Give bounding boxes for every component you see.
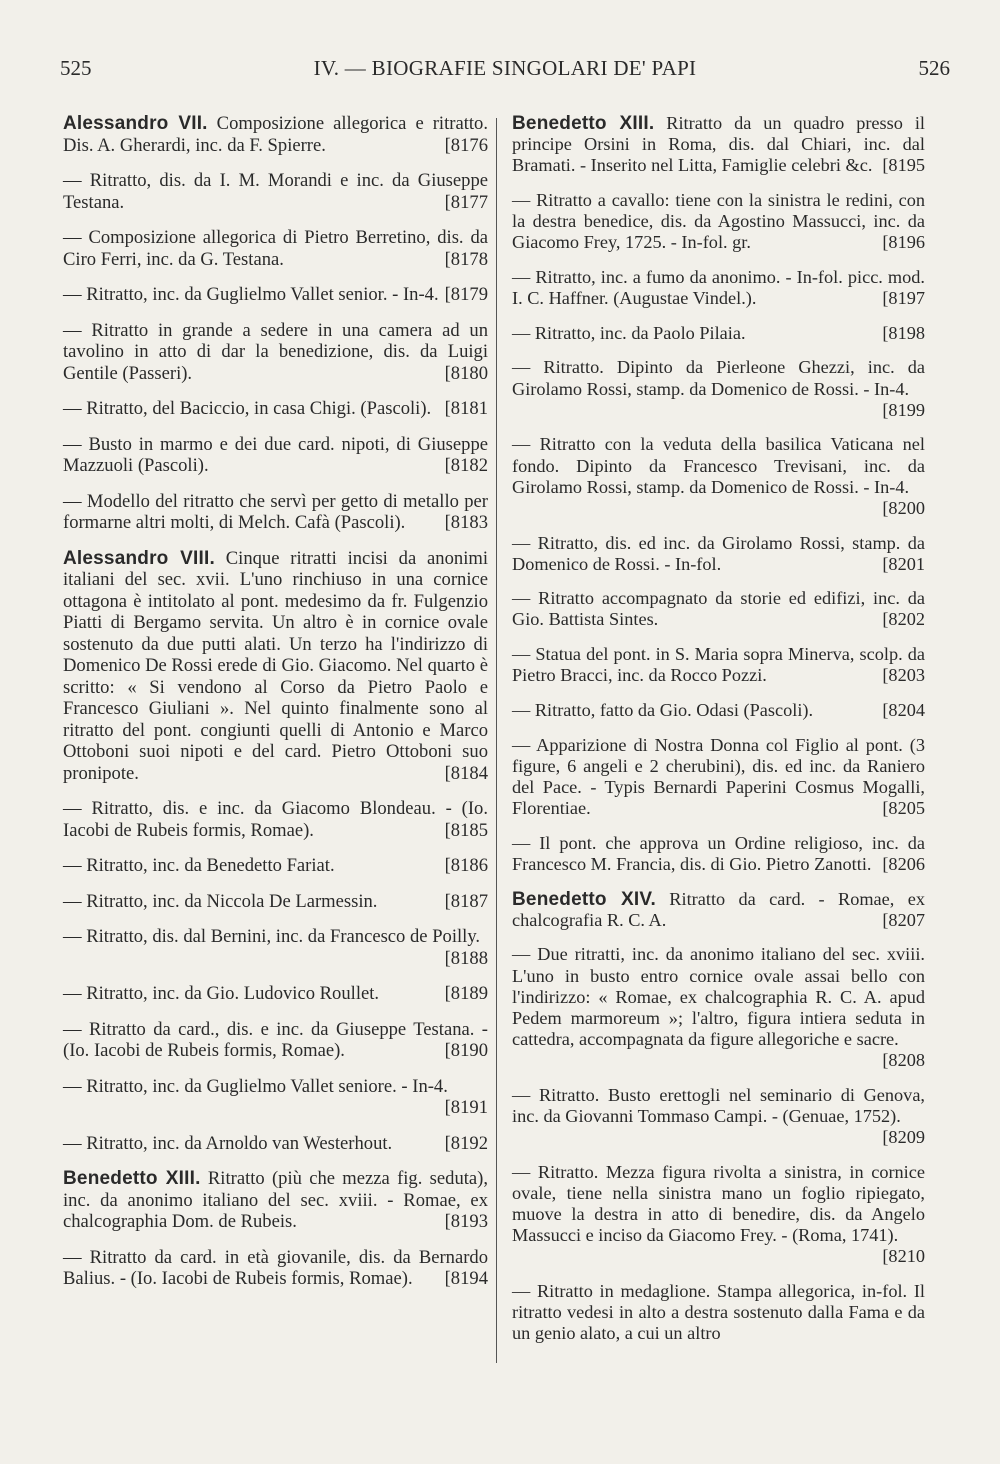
entry-text: — Ritratto, inc. da Guglielmo Vallet senior. - In-4.: [63, 284, 439, 305]
entry-text: — Ritratto. Busto erettogli nel seminario di Genova, inc. da Giovanni Tommaso Campi. - (Genuae, 1752).: [512, 1084, 925, 1126]
catalog-number: [8194: [444, 1268, 488, 1289]
catalog-number: [8190: [444, 1040, 488, 1061]
catalog-number: [8198: [882, 322, 925, 343]
catalog-number: [8187: [444, 890, 488, 912]
catalog-number: [8197: [882, 288, 925, 309]
entry-text: — Ritratto da card., dis. e inc. da Giuseppe Testana. - (Io. Iacobi de Rubeis formis, Romae).: [63, 1018, 488, 1061]
catalog-number: [8182: [444, 455, 488, 476]
catalog-entry: [63, 548, 488, 785]
page-header: [60, 56, 950, 86]
entry-text: — Ritratto, inc. da Paolo Pilaia.: [512, 322, 746, 343]
catalog-entry: [63, 926, 488, 969]
catalog-entry: [63, 398, 488, 420]
catalog-entry: [512, 267, 925, 309]
catalog-number: [8203: [882, 665, 925, 686]
catalog-entry: [63, 170, 488, 213]
pope-name: Alessandro VIII.: [63, 547, 215, 569]
pope-name: Alessandro VII.: [63, 113, 208, 134]
catalog-entry: [512, 889, 925, 931]
catalog-entry: [63, 983, 488, 1005]
catalog-number: [8183: [444, 512, 488, 533]
entry-text: — Composizione allegorica di Pietro Berretino, dis. da Ciro Ferri, inc. da G. Testana.: [63, 227, 488, 270]
catalog-number: [8189: [444, 983, 488, 1004]
catalog-number: [8205: [882, 798, 925, 819]
entry-text: — Ritratto, inc. da Niccola De Larmessin.: [63, 890, 378, 912]
page-number-left: 525: [60, 56, 92, 80]
entry-text: — Apparizione di Nostra Donna col Figlio al pont. (3 figure, 6 angeli e 2 cherubini), dis. ed inc. da Raniero del Pace. - Typis Bernardi Paperini Cosmus Mogalli, Florentiae.: [512, 734, 925, 819]
catalog-entry: [63, 320, 488, 385]
column-divider: [496, 118, 497, 1363]
catalog-entry: [63, 1076, 488, 1119]
catalog-number: [8184: [444, 762, 488, 784]
page-number-right: 526: [918, 56, 950, 80]
catalog-number: [8178: [444, 248, 488, 270]
catalog-entry: [63, 1247, 488, 1290]
right-column: [512, 113, 925, 1358]
left-column: [63, 113, 488, 1304]
entry-text: — Ritratto da card. in età giovanile, dis. da Bernardo Balius. - (Io. Iacobi de Rubeis formis, Romae).: [63, 1246, 488, 1289]
entry-text: — Ritratto, dis. ed inc. da Girolamo Rossi, stamp. da Domenico de Rossi. - In-fol.: [512, 532, 925, 574]
catalog-number: [8181: [444, 398, 488, 419]
entry-text: — Ritratto. Dipinto da Pierleone Ghezzi, inc. da Girolamo Rossi, stamp. da Domenico de Rossi. - In-4.: [512, 357, 925, 399]
entry-text: — Ritratto. Mezza figura rivolta a sinistra, in cornice ovale, tiene nella sinistra mano un foglio ripiegato, muove la destra in atto di benedire, dis. da Angelo Massucci e inciso da Giacomo Frey. - (Roma, 1741).: [512, 1161, 925, 1246]
pope-name: Benedetto XIII.: [63, 1168, 201, 1189]
catalog-entry: [63, 855, 488, 877]
entry-text: — Busto in marmo e dei due card. nipoti, di Giuseppe Mazzuoli (Pascoli).: [63, 433, 488, 476]
catalog-entry: [63, 891, 488, 913]
entry-text: Ritratto (più che mezza fig. seduta), inc. da anonimo italiano del sec. xviii. - Romae, ex chalcographia Dom. de Rubeis.: [63, 1168, 488, 1232]
catalog-number: [8202: [882, 609, 925, 630]
catalog-entry: [512, 644, 925, 686]
catalog-entry: [512, 1085, 925, 1148]
catalog-entry: [512, 700, 925, 721]
catalog-number: [8191: [444, 1097, 488, 1118]
entry-text: Composizione allegorica e ritratto. Dis. A. Gherardi, inc. da F. Spierre.: [63, 113, 488, 156]
entry-text: — Ritratto, inc. a fumo da anonimo. - In-fol. picc. mod. I. C. Haffner. (Augustae Vindel.).: [512, 266, 925, 309]
entry-text: Cinque ritratti incisi da anonimi italiani del sec. xvii. L'uno rinchiuso in una cornice ottagona è intitolato al pont. medesimo da fr. Fulgenzio Piatti di Bergamo servita. Un altro è in cornice ovale sostenuto da due putti alati. Un terzo ha l'indirizzo di Domenico De Rossi erede di Gio. Giacomo. Nel quarto è scritto: « Si vendono al Corso da Pietro Paolo e Francesco Giuliani ». Nel quinto finalmente sono al ritratto del pont. congiunti quelli di Antonio e Marco Ottoboni suoi nipoti e del card. Pietro Ottoboni suo pronipote.: [63, 547, 488, 784]
catalog-entry: [512, 1281, 925, 1344]
catalog-entry: [512, 190, 925, 253]
entry-text: — Ritratto, inc. da Benedetto Fariat.: [63, 855, 335, 876]
catalog-number: [8204: [882, 699, 925, 720]
catalog-entry: [512, 323, 925, 344]
catalog-number: [8199: [882, 399, 925, 420]
catalog-number: [8176: [444, 134, 488, 156]
catalog-number: [8188: [444, 947, 488, 969]
entry-text: — Ritratto, dis. dal Bernini, inc. da Francesco de Poilly.: [63, 926, 481, 947]
catalog-entry: [63, 434, 488, 477]
catalog-entry: [63, 1019, 488, 1062]
entry-text: — Ritratto, dis. da I. M. Morandi e inc. da Giuseppe Testana.: [63, 170, 488, 213]
catalog-entry: [512, 357, 925, 420]
catalog-number: [8180: [444, 362, 488, 384]
entry-text: — Il pont. che approva un Ordine religioso, inc. da Francesco M. Francia, dis. di Gio. Pietro Zanotti.: [512, 832, 925, 874]
catalog-entry: [63, 284, 488, 306]
catalog-number: [8206: [882, 853, 925, 874]
catalog-number: [8208: [882, 1050, 925, 1071]
entry-text: Ritratto da card. - Romae, ex chalcografia R. C. A.: [512, 888, 925, 930]
running-title: IV. — BIOGRAFIE SINGOLARI DE' PAPI: [313, 56, 697, 80]
catalog-number: [8196: [882, 232, 925, 253]
catalog-entry: [63, 1133, 488, 1155]
catalog-entry: [512, 735, 925, 820]
catalog-number: [8201: [882, 553, 925, 574]
catalog-number: [8210: [882, 1246, 925, 1267]
catalog-number: [8193: [444, 1211, 488, 1232]
catalog-entry: [63, 798, 488, 841]
entry-text: — Ritratto, inc. da Guglielmo Vallet seniore. - In-4.: [63, 1075, 448, 1097]
catalog-entry: [63, 227, 488, 270]
entry-text: — Ritratto, inc. da Arnoldo van Westerhout.: [63, 1132, 393, 1154]
catalog-number: [8195: [882, 155, 925, 176]
entry-text: — Ritratto, del Baciccio, in casa Chigi. (Pascoli).: [63, 398, 432, 419]
catalog-entry: [512, 533, 925, 575]
entry-text: — Ritratto, dis. e inc. da Giacomo Blondeau. - (Io. Iacobi de Rubeis formis, Romae).: [63, 798, 488, 841]
catalog-number: [8177: [444, 191, 488, 213]
entry-text: — Ritratto a cavallo: tiene con la sinistra le redini, con la destra benedice, dis. da Agostino Massucci, inc. da Giacomo Frey, 1725. - In-fol. gr.: [512, 189, 925, 253]
entry-text: — Ritratto con la veduta della basilica Vaticana nel fondo. Dipinto da Francesco Trevisani, inc. da Girolamo Rossi, stamp. da Domenico de Rossi. - In-4.: [512, 434, 925, 497]
catalog-number: [8186: [444, 855, 488, 876]
entry-text: — Modello del ritratto che servì per getto di metallo per formarne altri molti, di Melch. Cafà (Pascoli).: [63, 490, 488, 533]
catalog-number: [8209: [882, 1127, 925, 1148]
entry-text: — Ritratto accompagnato da storie ed edifizi, inc. da Gio. Battista Sintes.: [512, 588, 925, 630]
catalog-entry: [512, 944, 925, 1071]
pope-name: Benedetto XIII.: [512, 113, 655, 134]
entry-text: — Ritratto, inc. da Gio. Ludovico Roullet.: [63, 983, 380, 1004]
entry-text: — Ritratto in medaglione. Stampa allegorica, in-fol. Il ritratto vedesi in alto a destra sostenuto dalla Fama e da un genio alato, a cui un altro: [512, 1281, 925, 1344]
catalog-entry: [63, 1168, 488, 1233]
entry-text: — Due ritratti, inc. da anonimo italiano del sec. xviii. L'uno in busto entro cornice ovale assai bello con l'indirizzo: « Romae, ex chalcographia R. C. A. apud Pedem marmoreum »; l'altro, figura intiera seduta in cattedra, accompagnata da figure allegoriche e sacre.: [512, 944, 925, 1049]
catalog-entry: [512, 434, 925, 519]
catalog-entry: [512, 588, 925, 630]
catalog-number: [8207: [882, 909, 925, 930]
entry-text: — Ritratto, fatto da Gio. Odasi (Pascoli).: [512, 699, 814, 720]
catalog-number: [8200: [882, 497, 925, 518]
catalog-number: [8185: [444, 819, 488, 841]
catalog-entry: [512, 1162, 925, 1268]
entry-text: — Statua del pont. in S. Maria sopra Minerva, scolp. da Pietro Bracci, inc. da Rocco Pozzi.: [512, 644, 925, 686]
catalog-number: [8179: [444, 284, 488, 305]
entry-text: Ritratto da un quadro presso il principe Orsini in Roma, dis. dal Chiari, inc. dal Bramati. - Inserito nel Litta, Famiglie celebri &c.: [512, 113, 925, 176]
catalog-entry: [512, 113, 925, 176]
catalog-entry: [512, 833, 925, 875]
catalog-entry: [63, 491, 488, 534]
pope-name: Benedetto XIV.: [512, 888, 656, 910]
catalog-number: [8192: [444, 1132, 488, 1154]
entry-text: — Ritratto in grande a sedere in una camera ad un tavolino in atto di dar la benedizione, dis. da Luigi Gentile (Passeri).: [63, 319, 488, 384]
catalog-entry: [63, 113, 488, 156]
